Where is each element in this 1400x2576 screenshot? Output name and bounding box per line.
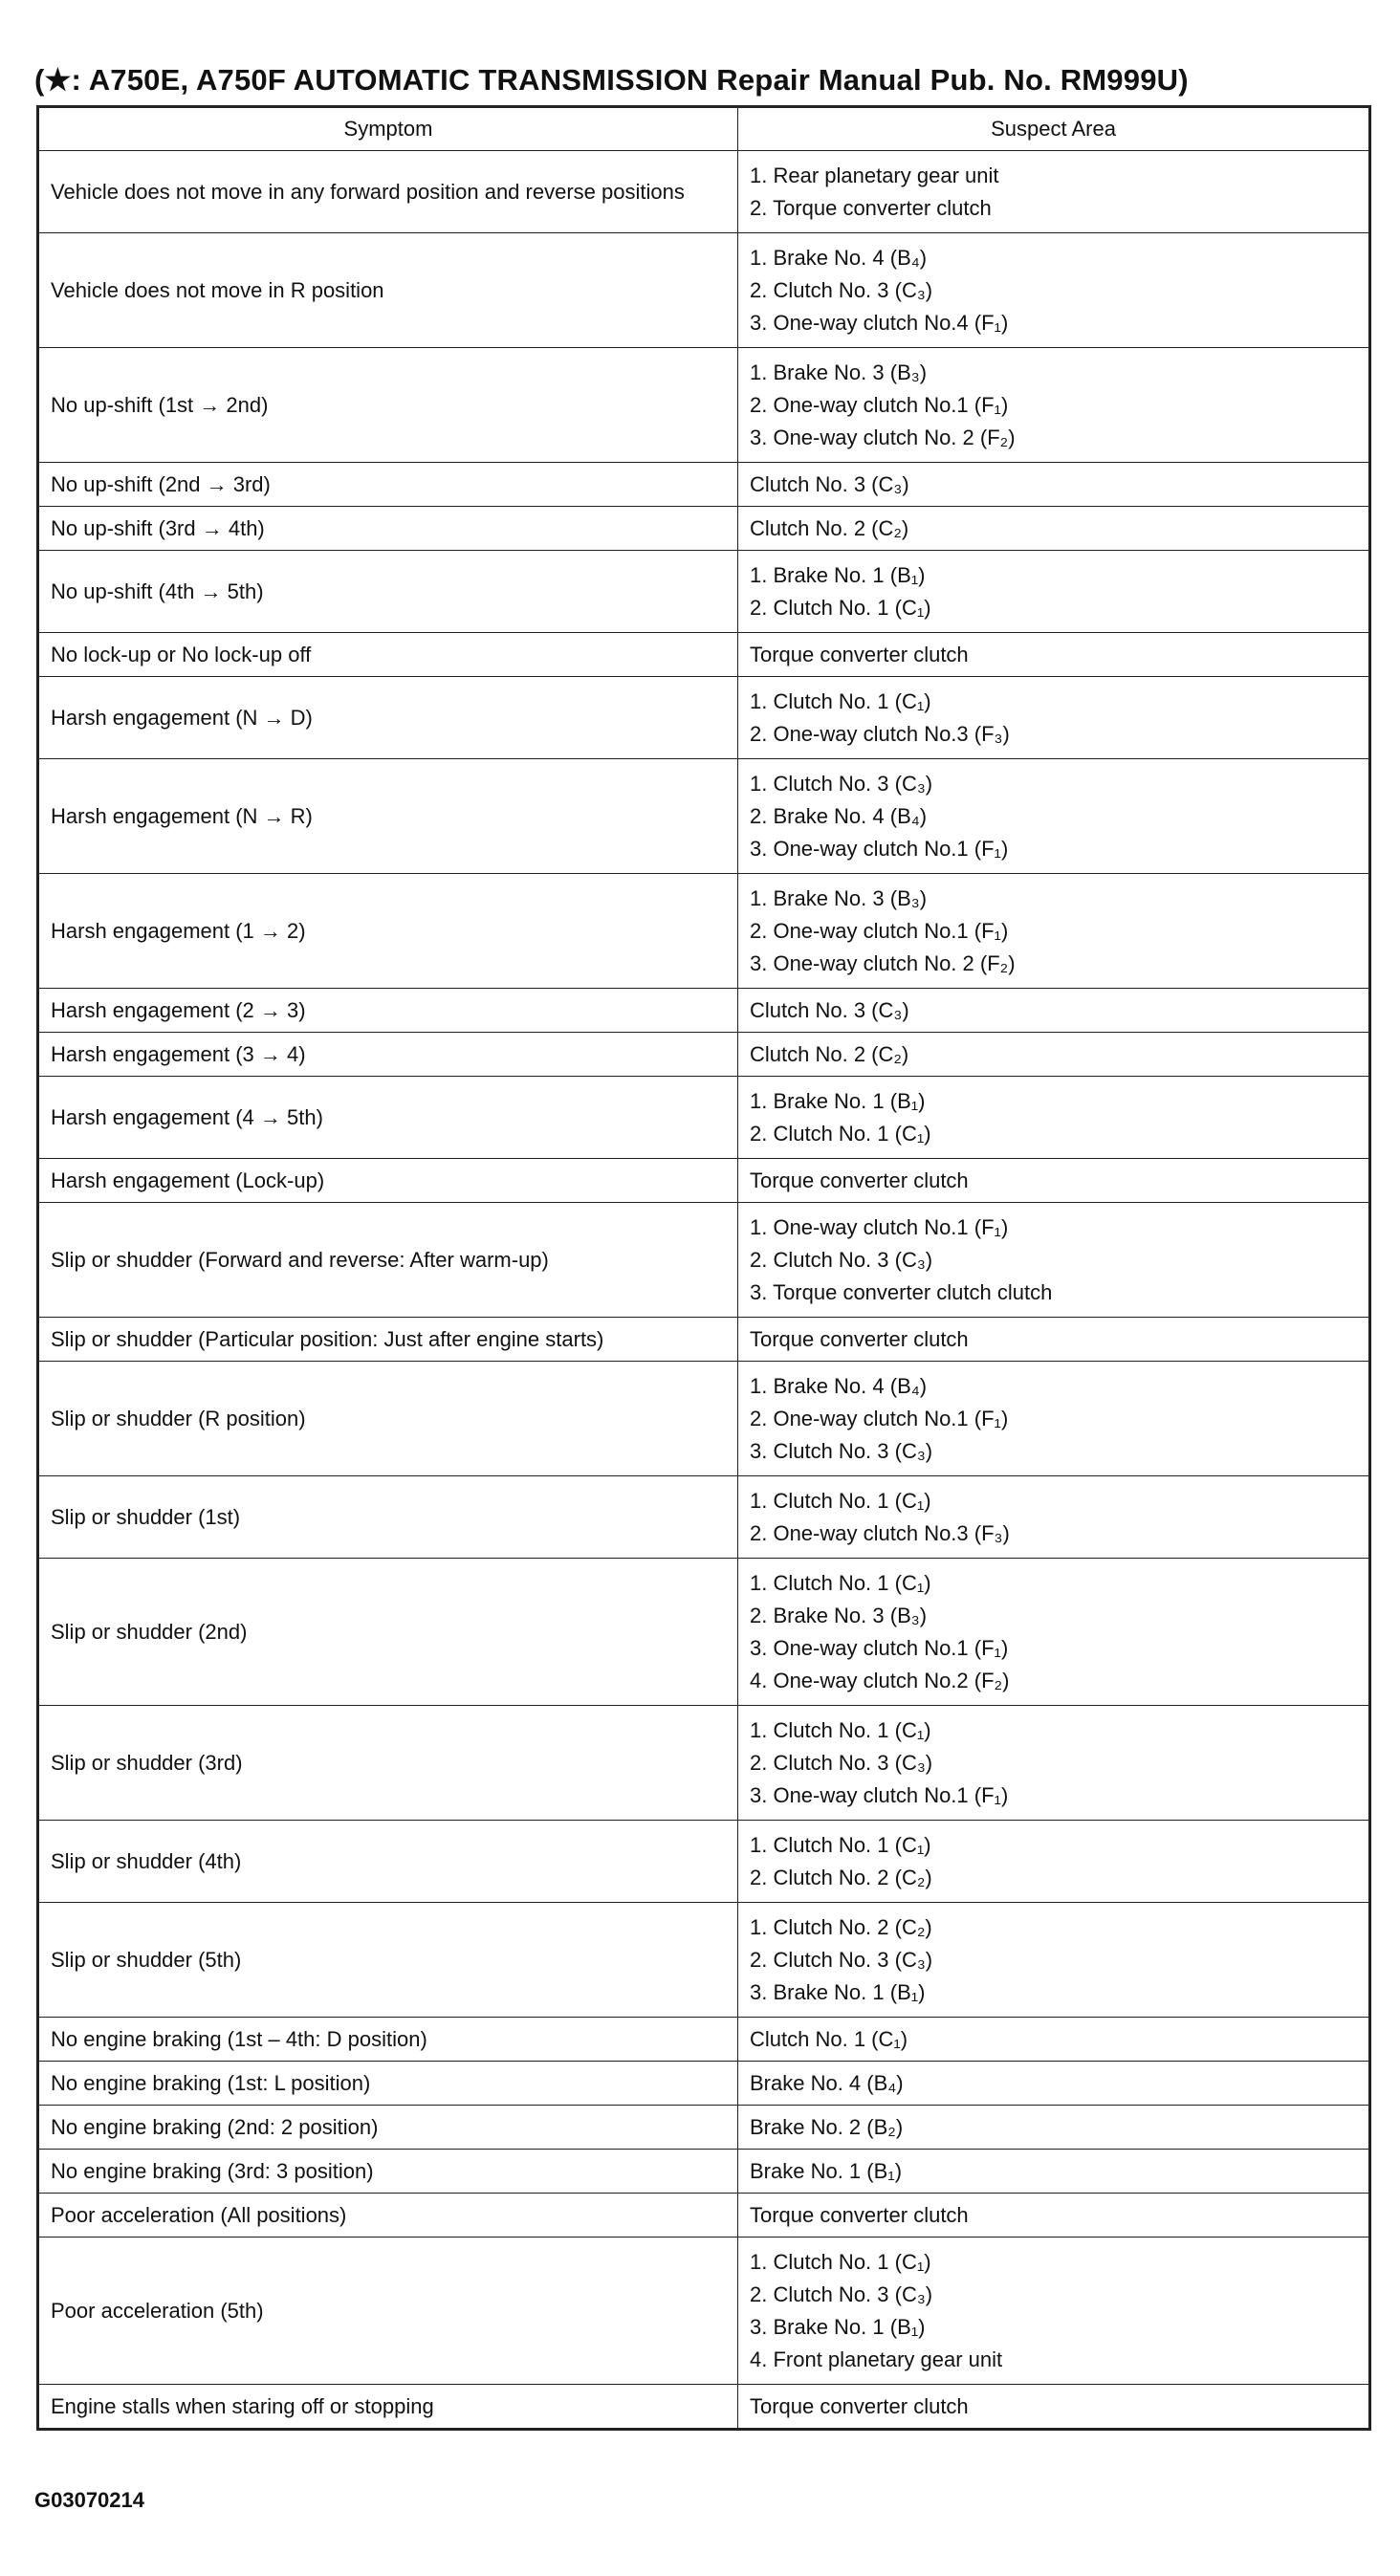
suspect-area-cell (738, 1077, 1369, 1159)
suspect-area-cell (738, 759, 1369, 874)
suspect-area-item: 3. Torque converter clutch clutch (750, 1279, 1053, 1304)
table-header-row (39, 108, 1369, 151)
suspect-area-item: 1. Clutch No. 1 (C₁) (750, 1570, 931, 1595)
table-row (39, 989, 1369, 1033)
suspect-area-cell (738, 1559, 1369, 1706)
suspect-area-item: 1. Clutch No. 1 (C₁) (750, 2249, 931, 2274)
suspect-area-item: 2. One-way clutch No.3 (F₃) (750, 721, 1010, 746)
suspect-area-cell (738, 1033, 1369, 1077)
suspect-area-cell (738, 1362, 1369, 1476)
symptom-cell: Harsh engagement (4 → 5th) (39, 1077, 738, 1159)
table-row (39, 1203, 1369, 1318)
table-row (39, 233, 1369, 348)
suspect-area-cell (738, 1706, 1369, 1821)
table-row (39, 2385, 1369, 2429)
suspect-area-cell (738, 633, 1369, 677)
symptom-cell: Slip or shudder (1st) (39, 1476, 738, 1559)
suspect-area-cell (738, 2062, 1369, 2106)
suspect-area-item: 1. Clutch No. 3 (C₃) (750, 771, 933, 796)
symptom-cell: Slip or shudder (5th) (39, 1903, 738, 2018)
symptom-cell: Slip or shudder (2nd) (39, 1559, 738, 1706)
suspect-area-item: 2. One-way clutch No.1 (F₁) (750, 392, 1009, 417)
suspect-area-item: 3. One-way clutch No.1 (F₁) (750, 836, 1009, 861)
suspect-area-item: Torque converter clutch (750, 2393, 969, 2418)
suspect-area-cell (738, 151, 1369, 233)
symptom-cell: No engine braking (2nd: 2 position) (39, 2106, 738, 2150)
table-row (39, 2238, 1369, 2385)
suspect-area-cell (738, 874, 1369, 989)
symptom-cell: Poor acceleration (5th) (39, 2238, 738, 2385)
table-row (39, 551, 1369, 633)
suspect-area-item: 3. Clutch No. 3 (C₃) (750, 1438, 933, 1463)
suspect-area-item: 2. Clutch No. 1 (C₁) (750, 1121, 931, 1146)
suspect-area-item: Torque converter clutch (750, 1168, 969, 1192)
suspect-area-item: Torque converter clutch (750, 642, 969, 666)
table-row (39, 507, 1369, 551)
suspect-area-cell (738, 2238, 1369, 2385)
table-row (39, 1706, 1369, 1821)
symptom-cell: Harsh engagement (N → R) (39, 759, 738, 874)
table-row (39, 1159, 1369, 1203)
symptom-cell: No up-shift (1st → 2nd) (39, 348, 738, 463)
table-row (39, 2150, 1369, 2194)
suspect-area-item: 1. Clutch No. 1 (C₁) (750, 1832, 931, 1857)
symptom-cell: Harsh engagement (2 → 3) (39, 989, 738, 1033)
suspect-area-item: 1. Clutch No. 1 (C₁) (750, 688, 931, 713)
table-row (39, 1903, 1369, 2018)
suspect-area-item: 2. One-way clutch No.1 (F₁) (750, 918, 1009, 943)
symptom-cell: Slip or shudder (4th) (39, 1821, 738, 1903)
suspect-area-item: 2. Clutch No. 3 (C₃) (750, 2281, 933, 2306)
table-row (39, 759, 1369, 874)
suspect-area-cell (738, 233, 1369, 348)
symptom-cell: Vehicle does not move in R position (39, 233, 738, 348)
symptom-column-header: Symptom (39, 108, 738, 151)
suspect-area-cell (738, 1159, 1369, 1203)
suspect-area-cell (738, 989, 1369, 1033)
suspect-area-item: 3. Brake No. 1 (B₁) (750, 2314, 926, 2339)
suspect-area-item: 2. One-way clutch No.1 (F₁) (750, 1406, 1009, 1430)
table-row (39, 677, 1369, 759)
suspect-area-item: 1. One-way clutch No.1 (F₁) (750, 1214, 1009, 1239)
suspect-area-item: 1. Brake No. 1 (B₁) (750, 1088, 926, 1113)
suspect-area-item: 1. Brake No. 4 (B₄) (750, 245, 928, 270)
suspect-area-item: 3. One-way clutch No.4 (F₁) (750, 310, 1009, 335)
table-row (39, 151, 1369, 233)
symptom-cell: Harsh engagement (N → D) (39, 677, 738, 759)
symptom-cell: No up-shift (2nd → 3rd) (39, 463, 738, 507)
table-row (39, 1476, 1369, 1559)
suspect-area-item: Clutch No. 1 (C₁) (750, 2026, 908, 2051)
suspect-area-item: 2. Clutch No. 3 (C₃) (750, 1947, 933, 1972)
suspect-area-item: 3. One-way clutch No.1 (F₁) (750, 1635, 1009, 1660)
symptom-cell: Poor acceleration (All positions) (39, 2194, 738, 2238)
suspect-area-cell (738, 348, 1369, 463)
table-row (39, 2194, 1369, 2238)
suspect-area-item: Brake No. 4 (B₄) (750, 2070, 904, 2095)
suspect-area-item: 1. Clutch No. 2 (C₂) (750, 1914, 932, 1939)
suspect-area-cell (738, 551, 1369, 633)
suspect-area-item: Torque converter clutch (750, 1326, 969, 1351)
symptom-cell: No up-shift (3rd → 4th) (39, 507, 738, 551)
table-row (39, 1318, 1369, 1362)
suspect-area-item: 2. Clutch No. 3 (C₃) (750, 1750, 933, 1775)
symptom-cell: Harsh engagement (3 → 4) (39, 1033, 738, 1077)
suspect-area-item: Clutch No. 3 (C₃) (750, 471, 909, 496)
table-row (39, 1559, 1369, 1706)
suspect-area-item: 2. Clutch No. 1 (C₁) (750, 595, 931, 620)
suspect-area-item: 2. One-way clutch No.3 (F₃) (750, 1520, 1010, 1545)
suspect-area-item: 2. Clutch No. 3 (C₃) (750, 277, 933, 302)
suspect-area-cell (738, 1203, 1369, 1318)
suspect-area-item: 2. Brake No. 3 (B₃) (750, 1603, 928, 1627)
table-row (39, 1821, 1369, 1903)
table-row (39, 1033, 1369, 1077)
suspect-area-item: Clutch No. 3 (C₃) (750, 997, 909, 1022)
suspect-area-item: 3. One-way clutch No. 2 (F₂) (750, 425, 1016, 449)
suspect-area-item: 1. Rear planetary gear unit (750, 163, 999, 187)
table-body (39, 151, 1369, 2429)
suspect-area-item: 1. Brake No. 1 (B₁) (750, 562, 926, 587)
table-row (39, 633, 1369, 677)
suspect-area-item: Brake No. 1 (B₁) (750, 2158, 903, 2183)
table-row (39, 463, 1369, 507)
suspect-area-item: Torque converter clutch (750, 2202, 969, 2227)
symptom-cell: No engine braking (1st: L position) (39, 2062, 738, 2106)
suspect-area-item: 2. Torque converter clutch (750, 195, 992, 220)
table-row (39, 2106, 1369, 2150)
symptom-cell: Slip or shudder (Forward and reverse: After warm-up) (39, 1203, 738, 1318)
suspect-area-cell (738, 507, 1369, 551)
suspect-area-item: 3. One-way clutch No.1 (F₁) (750, 1782, 1009, 1807)
symptom-cell: No engine braking (1st – 4th: D position) (39, 2018, 738, 2062)
suspect-area-item: 1. Brake No. 4 (B₄) (750, 1373, 928, 1398)
table-row (39, 874, 1369, 989)
figure-code: G03070214 (34, 2488, 144, 2512)
suspect-area-cell (738, 1318, 1369, 1362)
symptom-cell: Slip or shudder (3rd) (39, 1706, 738, 1821)
suspect-area-cell (738, 1821, 1369, 1903)
table-row (39, 1362, 1369, 1476)
suspect-area-item: 4. Front planetary gear unit (750, 2347, 1003, 2371)
suspect-area-item: 2. Clutch No. 2 (C₂) (750, 1865, 932, 1889)
symptom-cell: No lock-up or No lock-up off (39, 633, 738, 677)
symptom-cell: Harsh engagement (Lock-up) (39, 1159, 738, 1203)
symptom-cell: Slip or shudder (Particular position: Just after engine starts) (39, 1318, 738, 1362)
suspect-area-item: 1. Brake No. 3 (B₃) (750, 360, 928, 384)
suspect-area-item: 1. Clutch No. 1 (C₁) (750, 1717, 931, 1742)
suspect-area-item: 1. Brake No. 3 (B₃) (750, 885, 928, 910)
suspect-area-cell (738, 2018, 1369, 2062)
suspect-area-item: Clutch No. 2 (C₂) (750, 515, 909, 540)
table-row (39, 2062, 1369, 2106)
suspect-area-item: 3. Brake No. 1 (B₁) (750, 1979, 926, 2004)
table-row (39, 348, 1369, 463)
symptom-table (38, 107, 1369, 2429)
suspect-area-cell (738, 1903, 1369, 2018)
suspect-area-item: 2. Clutch No. 3 (C₃) (750, 1247, 933, 1272)
suspect-area-item: Brake No. 2 (B₂) (750, 2114, 904, 2139)
suspect-area-cell (738, 2106, 1369, 2150)
suspect-area-item: 3. One-way clutch No. 2 (F₂) (750, 950, 1016, 975)
symptom-table-frame (36, 105, 1371, 2431)
suspect-area-cell (738, 677, 1369, 759)
manual-title: (★: A750E, A750F AUTOMATIC TRANSMISSION Repair Manual Pub. No. RM999U) (34, 63, 1189, 97)
suspect-area-cell (738, 2150, 1369, 2194)
table-row (39, 1077, 1369, 1159)
symptom-cell: Engine stalls when staring off or stopping (39, 2385, 738, 2429)
suspect-area-item: 2. Brake No. 4 (B₄) (750, 803, 928, 828)
suspect-area-cell (738, 2194, 1369, 2238)
suspect-area-cell (738, 463, 1369, 507)
symptom-cell: No up-shift (4th → 5th) (39, 551, 738, 633)
suspect-area-column-header: Suspect Area (738, 108, 1369, 151)
symptom-cell: Harsh engagement (1 → 2) (39, 874, 738, 989)
symptom-cell: Vehicle does not move in any forward position and reverse positions (39, 151, 738, 233)
suspect-area-item: 1. Clutch No. 1 (C₁) (750, 1488, 931, 1513)
suspect-area-cell (738, 2385, 1369, 2429)
symptom-cell: Slip or shudder (R position) (39, 1362, 738, 1476)
suspect-area-item: 4. One-way clutch No.2 (F₂) (750, 1668, 1010, 1692)
table-row (39, 2018, 1369, 2062)
suspect-area-cell (738, 1476, 1369, 1559)
symptom-cell: No engine braking (3rd: 3 position) (39, 2150, 738, 2194)
suspect-area-item: Clutch No. 2 (C₂) (750, 1041, 909, 1066)
